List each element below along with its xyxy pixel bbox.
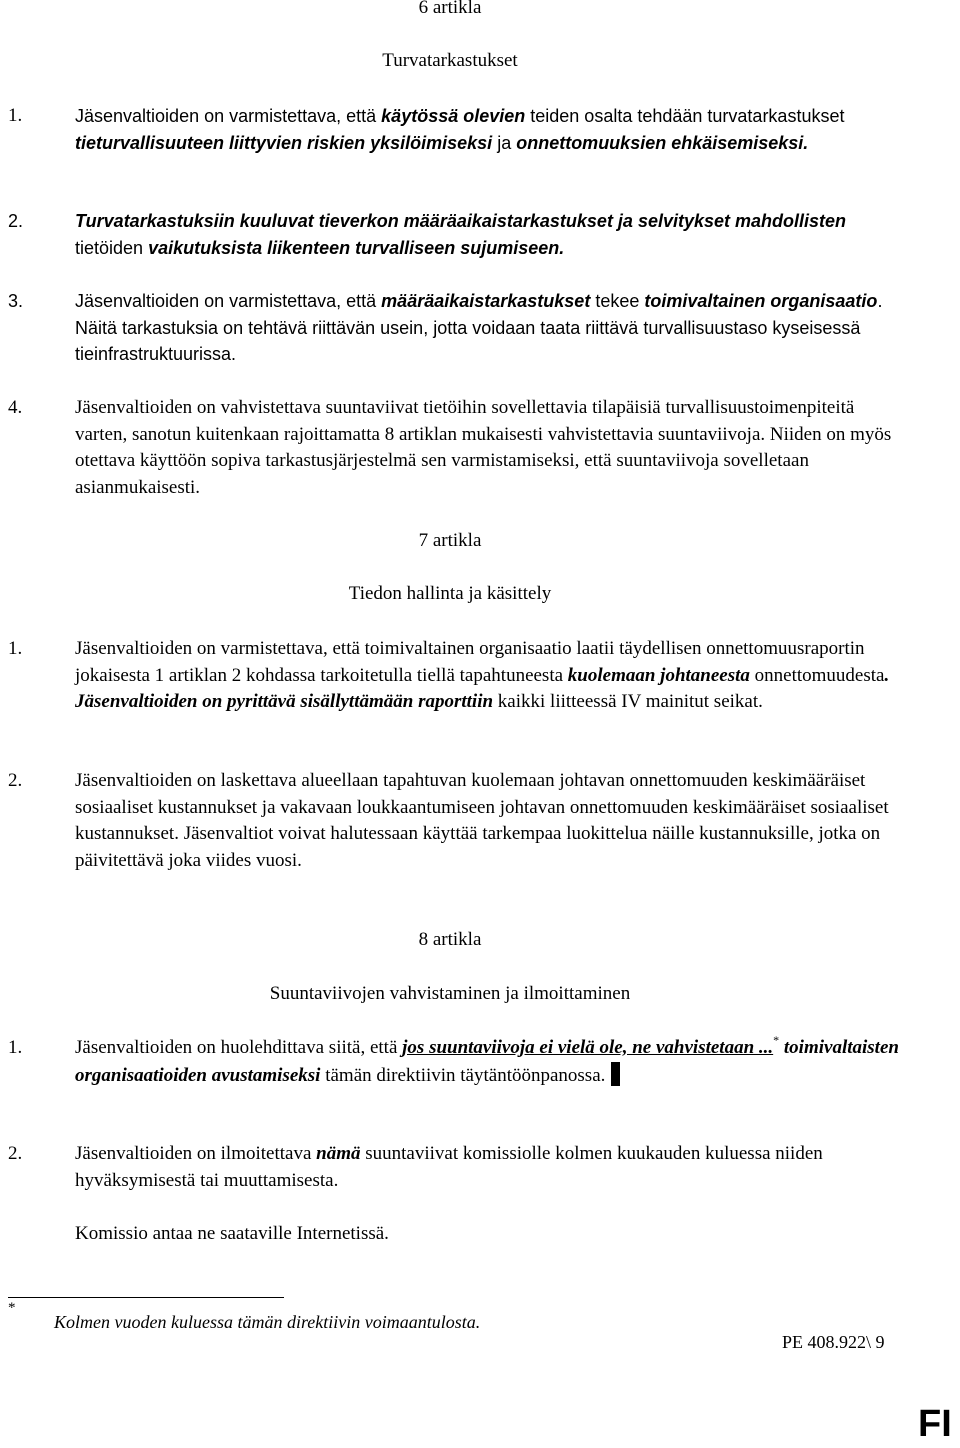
- revision-bar: [611, 1062, 620, 1086]
- paragraph-number: 2.: [8, 211, 24, 231]
- footnote-text: Kolmen vuoden kuluessa tämän direktiivin voimaantulosta.: [54, 1312, 481, 1332]
- article-7-paragraph-2: 2. Jäsenvaltioiden on laskettava alueellaan tapahtuvan kuolemaan johtavan onnettomuuden keskimääräiset sosiaaliset kustannukset ja vakavaan loukkaantumiseen johtavan onnettomuuden keskimääräiset sosiaaliset kustannukset. Jäsenvaltiot voivat halutessaan käyttää tarkempaa luokittelua näille kustannuksille, jotka on päivitettävä joka viides vuosi.: [8, 770, 889, 871]
- article-8-paragraph-2: 2. Jäsenvaltioiden on ilmoitettava nämä suuntaviivat komissiolle kolmen kuukauden kuluessa niiden hyväksymisestä tai muuttamisesta.: [8, 1143, 823, 1191]
- article-6-paragraph-1: 1. Jäsenvaltioiden on varmistettava, että käytössä olevien teiden osalta tehdään turvatarkastukset tieturvallisuuteen liittyvien riskien yksilöimiseksi ja onnettomuuksien ehkäisemiseksi.: [8, 105, 845, 153]
- footnote-reference: *: [773, 1033, 780, 1047]
- article-7-title: Tiedon hallinta ja käsittely: [348, 583, 552, 604]
- article-8-paragraph-3: Komissio antaa ne saataville Internetissä.: [75, 1223, 389, 1244]
- article-7-paragraph-1: 1. Jäsenvaltioiden on varmistettava, että toimivaltainen organisaatio laatii täydellisen onnettomuusraportin jokaisesta 1 artiklan 2 kohdassa tarkoitetulla tiellä tapahtuneesta kuolemaan johtaneesta onnettomuudesta. Jäsenvaltioiden on pyrittävä sisällyttämään raporttiin kaikki liitteessä IV mainitut seikat.: [8, 638, 890, 712]
- paragraph-number: 1.: [8, 1037, 23, 1058]
- language-code: FI: [918, 1403, 952, 1445]
- footnote-separator: [8, 1297, 284, 1298]
- article-8-paragraph-1: 1. Jäsenvaltioiden on huolehdittava siitä, että jos suuntaviivoja ei vielä ole, ne vahvistetaan ...* toimivaltaisten organisaatioiden avustamiseksi tämän direktiivin täytäntöönpanossa.: [8, 1033, 899, 1086]
- footnote-mark: *: [8, 1300, 16, 1316]
- article-6-paragraph-3: 3. Jäsenvaltioiden on varmistettava, että määräaikaistarkastukset tekee toimivaltainen organisaatio. Näitä tarkastuksia on tehtävä riittävän usein, jotta voidaan taata riittävä turvallisuustaso kyseisessä tieinfrastruktuurissa.: [8, 288, 908, 368]
- article-6-paragraph-2: 2. Turvatarkastuksiin kuuluvat tieverkon määräaikaistarkastukset ja selvitykset mahdollisten tietöiden vaikutuksista liikenteen turvalliseen sujumiseen.: [8, 208, 908, 261]
- paragraph-number: 2.: [8, 1143, 23, 1164]
- document-reference: PE 408.922\ 9: [782, 1332, 885, 1352]
- article-8-title: Suuntaviivojen vahvistaminen ja ilmoittaminen: [269, 983, 631, 1004]
- article-6-title: Turvatarkastukset: [382, 50, 518, 71]
- paragraph-number: 2.: [8, 770, 23, 791]
- paragraph-number: 3.: [8, 291, 24, 311]
- paragraph-number: 1.: [8, 105, 23, 126]
- article-8-heading: 8 artikla: [418, 929, 482, 950]
- article-7-heading: 7 artikla: [418, 530, 482, 551]
- article-6-paragraph-4: 4. Jäsenvaltioiden on vahvistettava suuntaviivat tietöihin sovellettavia tilapäisiä turvallisuustoimenpiteitä varten, sanotun kuitenkaan rajoittamatta 8 artiklan mukaisesti vahvistettavia suuntaviivoja. Niiden on myös otettava käyttöön sopiva tarkastusjärjestelmä sen varmistamiseksi, että suuntaviivoja sovelletaan asianmukaisesti.: [8, 397, 892, 498]
- paragraph-number: 1.: [8, 638, 23, 659]
- article-6-heading: 6 artikla: [418, 0, 482, 18]
- paragraph-number: 4.: [8, 397, 23, 418]
